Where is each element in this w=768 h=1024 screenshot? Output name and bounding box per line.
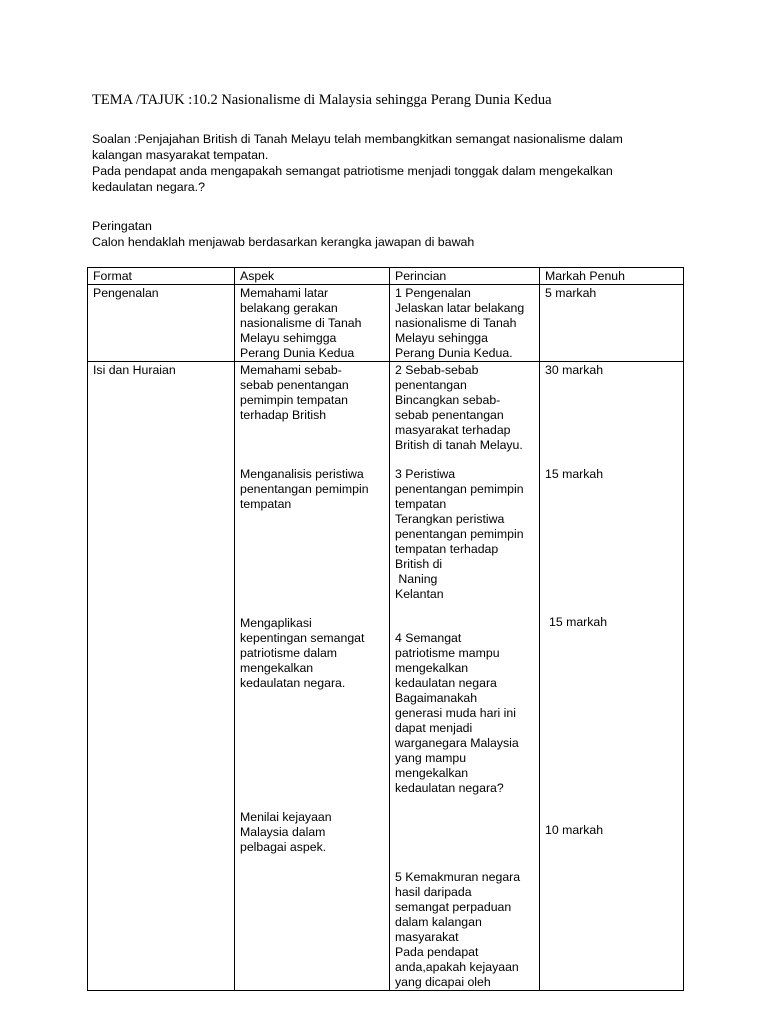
markah-value: 15 markah: [545, 467, 604, 481]
perincian-line: kedaulatan negara?: [395, 781, 504, 795]
markah-value: 10 markah: [545, 823, 604, 837]
perincian-line: 2 Sebab-sebab: [395, 363, 479, 377]
markah-value: 30 markah: [545, 363, 604, 377]
aspek-line: Menganalisis peristiwa: [240, 467, 364, 481]
format-label: Pengenalan: [93, 286, 159, 300]
question-line: Soalan :Penjajahan British di Tanah Melayu telah membangkitkan semangat nasionalisme dalam: [92, 132, 623, 146]
perincian-line: patriotisme mampu: [395, 646, 500, 660]
perincian-line: masyarakat terhadap: [395, 423, 511, 437]
aspek-line: pemimpin tempatan: [240, 393, 348, 407]
question-text: [92, 131, 692, 195]
perincian-line: Jelaskan latar belakang: [395, 301, 525, 315]
header-perincian: Perincian: [390, 268, 540, 285]
aspek-line: Memahami sebab-: [240, 363, 342, 377]
aspek-line: Memahami latar: [240, 286, 329, 300]
answer-framework-table: [87, 267, 684, 991]
aspek-line: Melayu sehimgga: [240, 331, 337, 345]
perincian-line: penentangan pemimpin: [395, 527, 524, 541]
warning-text: Calon hendaklah menjawab berdasarkan kerangka jawapan di bawah: [92, 235, 475, 249]
warning-heading: Peringatan: [92, 219, 152, 233]
perincian-line: penentangan: [395, 378, 467, 392]
markah-value: 15 markah: [549, 615, 608, 629]
format-cell: [88, 285, 235, 362]
page-title: TEMA /TAJUK :10.2 Nasionalisme di Malaysia sehingga Perang Dunia Kedua: [92, 92, 552, 108]
format-cell: [88, 362, 235, 991]
perincian-line: Bincangkan sebab-: [395, 393, 501, 407]
header-markah: Markah Penuh: [540, 268, 684, 285]
aspek-line: kepentingan semangat: [240, 631, 365, 645]
aspek-line: sebab penentangan: [240, 378, 349, 392]
perincian-line: warganegara Malaysia: [395, 736, 519, 750]
perincian-line: 4 Semangat: [395, 631, 462, 645]
perincian-line: anda,apakah kejayaan: [395, 960, 519, 974]
table-row: [88, 285, 684, 362]
aspek-line: Mengaplikasi: [240, 616, 312, 630]
aspek-line: patriotisme dalam: [240, 646, 338, 660]
markah-cell: [540, 285, 684, 362]
perincian-line: generasi muda hari ini: [395, 706, 516, 720]
perincian-line: nasionalisme di Tanah: [395, 316, 517, 330]
question-line: Pada pendapat anda mengapakah semangat patriotisme menjadi tonggak dalam mengekalkan: [92, 164, 613, 178]
perincian-line: yang mampu: [395, 751, 467, 765]
aspek-line: terhadap British: [240, 408, 327, 422]
perincian-line: mengekalkan: [395, 661, 469, 675]
perincian-line: dapat menjadi: [395, 721, 473, 735]
perincian-line: tempatan terhadap: [395, 542, 499, 556]
aspek-line: kedaulatan negara.: [240, 676, 346, 690]
aspek-cell: [235, 362, 390, 991]
warning-section: [92, 218, 692, 250]
aspek-line: nasionalisme di Tanah: [240, 316, 362, 330]
table-row: [88, 362, 684, 991]
perincian-line: semangat perpaduan: [395, 900, 512, 914]
aspek-line: Perang Dunia Kedua: [240, 346, 355, 360]
perincian-line: tempatan: [395, 497, 447, 511]
perincian-line: Bagaimanakah: [395, 691, 478, 705]
perincian-line: Terangkan peristiwa: [395, 512, 505, 526]
aspek-line: pelbagai aspek.: [240, 840, 327, 854]
perincian-line: Naning: [395, 572, 438, 586]
aspek-line: mengekalkan: [240, 661, 314, 675]
perincian-line: yang dicapai oleh: [395, 975, 491, 989]
header-aspek: Aspek: [235, 268, 390, 285]
markah-value: 5 markah: [545, 286, 597, 300]
perincian-line: mengekalkan: [395, 766, 469, 780]
perincian-line: masyarakat: [395, 930, 459, 944]
perincian-line: British di: [395, 557, 443, 571]
format-label: Isi dan Huraian: [93, 363, 176, 377]
table-header-row: [88, 268, 684, 285]
perincian-line: Pada pendapat: [395, 945, 479, 959]
aspek-line: Menilai kejayaan: [240, 810, 332, 824]
perincian-line: British di tanah Melayu.: [395, 438, 523, 452]
aspek-line: penentangan pemimpin: [240, 482, 369, 496]
perincian-line: 1 Pengenalan: [395, 286, 471, 300]
perincian-line: sebab penentangan: [395, 408, 504, 422]
perincian-line: Kelantan: [395, 587, 444, 601]
perincian-line: penentangan pemimpin: [395, 482, 524, 496]
perincian-line: 3 Peristiwa: [395, 467, 456, 481]
perincian-cell: [390, 362, 540, 991]
aspek-line: tempatan: [240, 497, 292, 511]
aspek-cell: [235, 285, 390, 362]
perincian-line: Melayu sehingga: [395, 331, 488, 345]
aspek-line: belakang gerakan: [240, 301, 338, 315]
perincian-line: kedaulatan negara: [395, 676, 497, 690]
question-line: kalangan masyarakat tempatan.: [92, 148, 269, 162]
aspek-line: Malaysia dalam: [240, 825, 326, 839]
markah-cell: [540, 362, 684, 991]
perincian-line: hasil daripada: [395, 885, 472, 899]
question-line: kedaulatan negara.?: [92, 180, 205, 194]
perincian-line: 5 Kemakmuran negara: [395, 870, 521, 884]
header-format: Format: [88, 268, 235, 285]
perincian-line: dalam kalangan: [395, 915, 482, 929]
perincian-line: Perang Dunia Kedua.: [395, 346, 513, 360]
perincian-cell: [390, 285, 540, 362]
